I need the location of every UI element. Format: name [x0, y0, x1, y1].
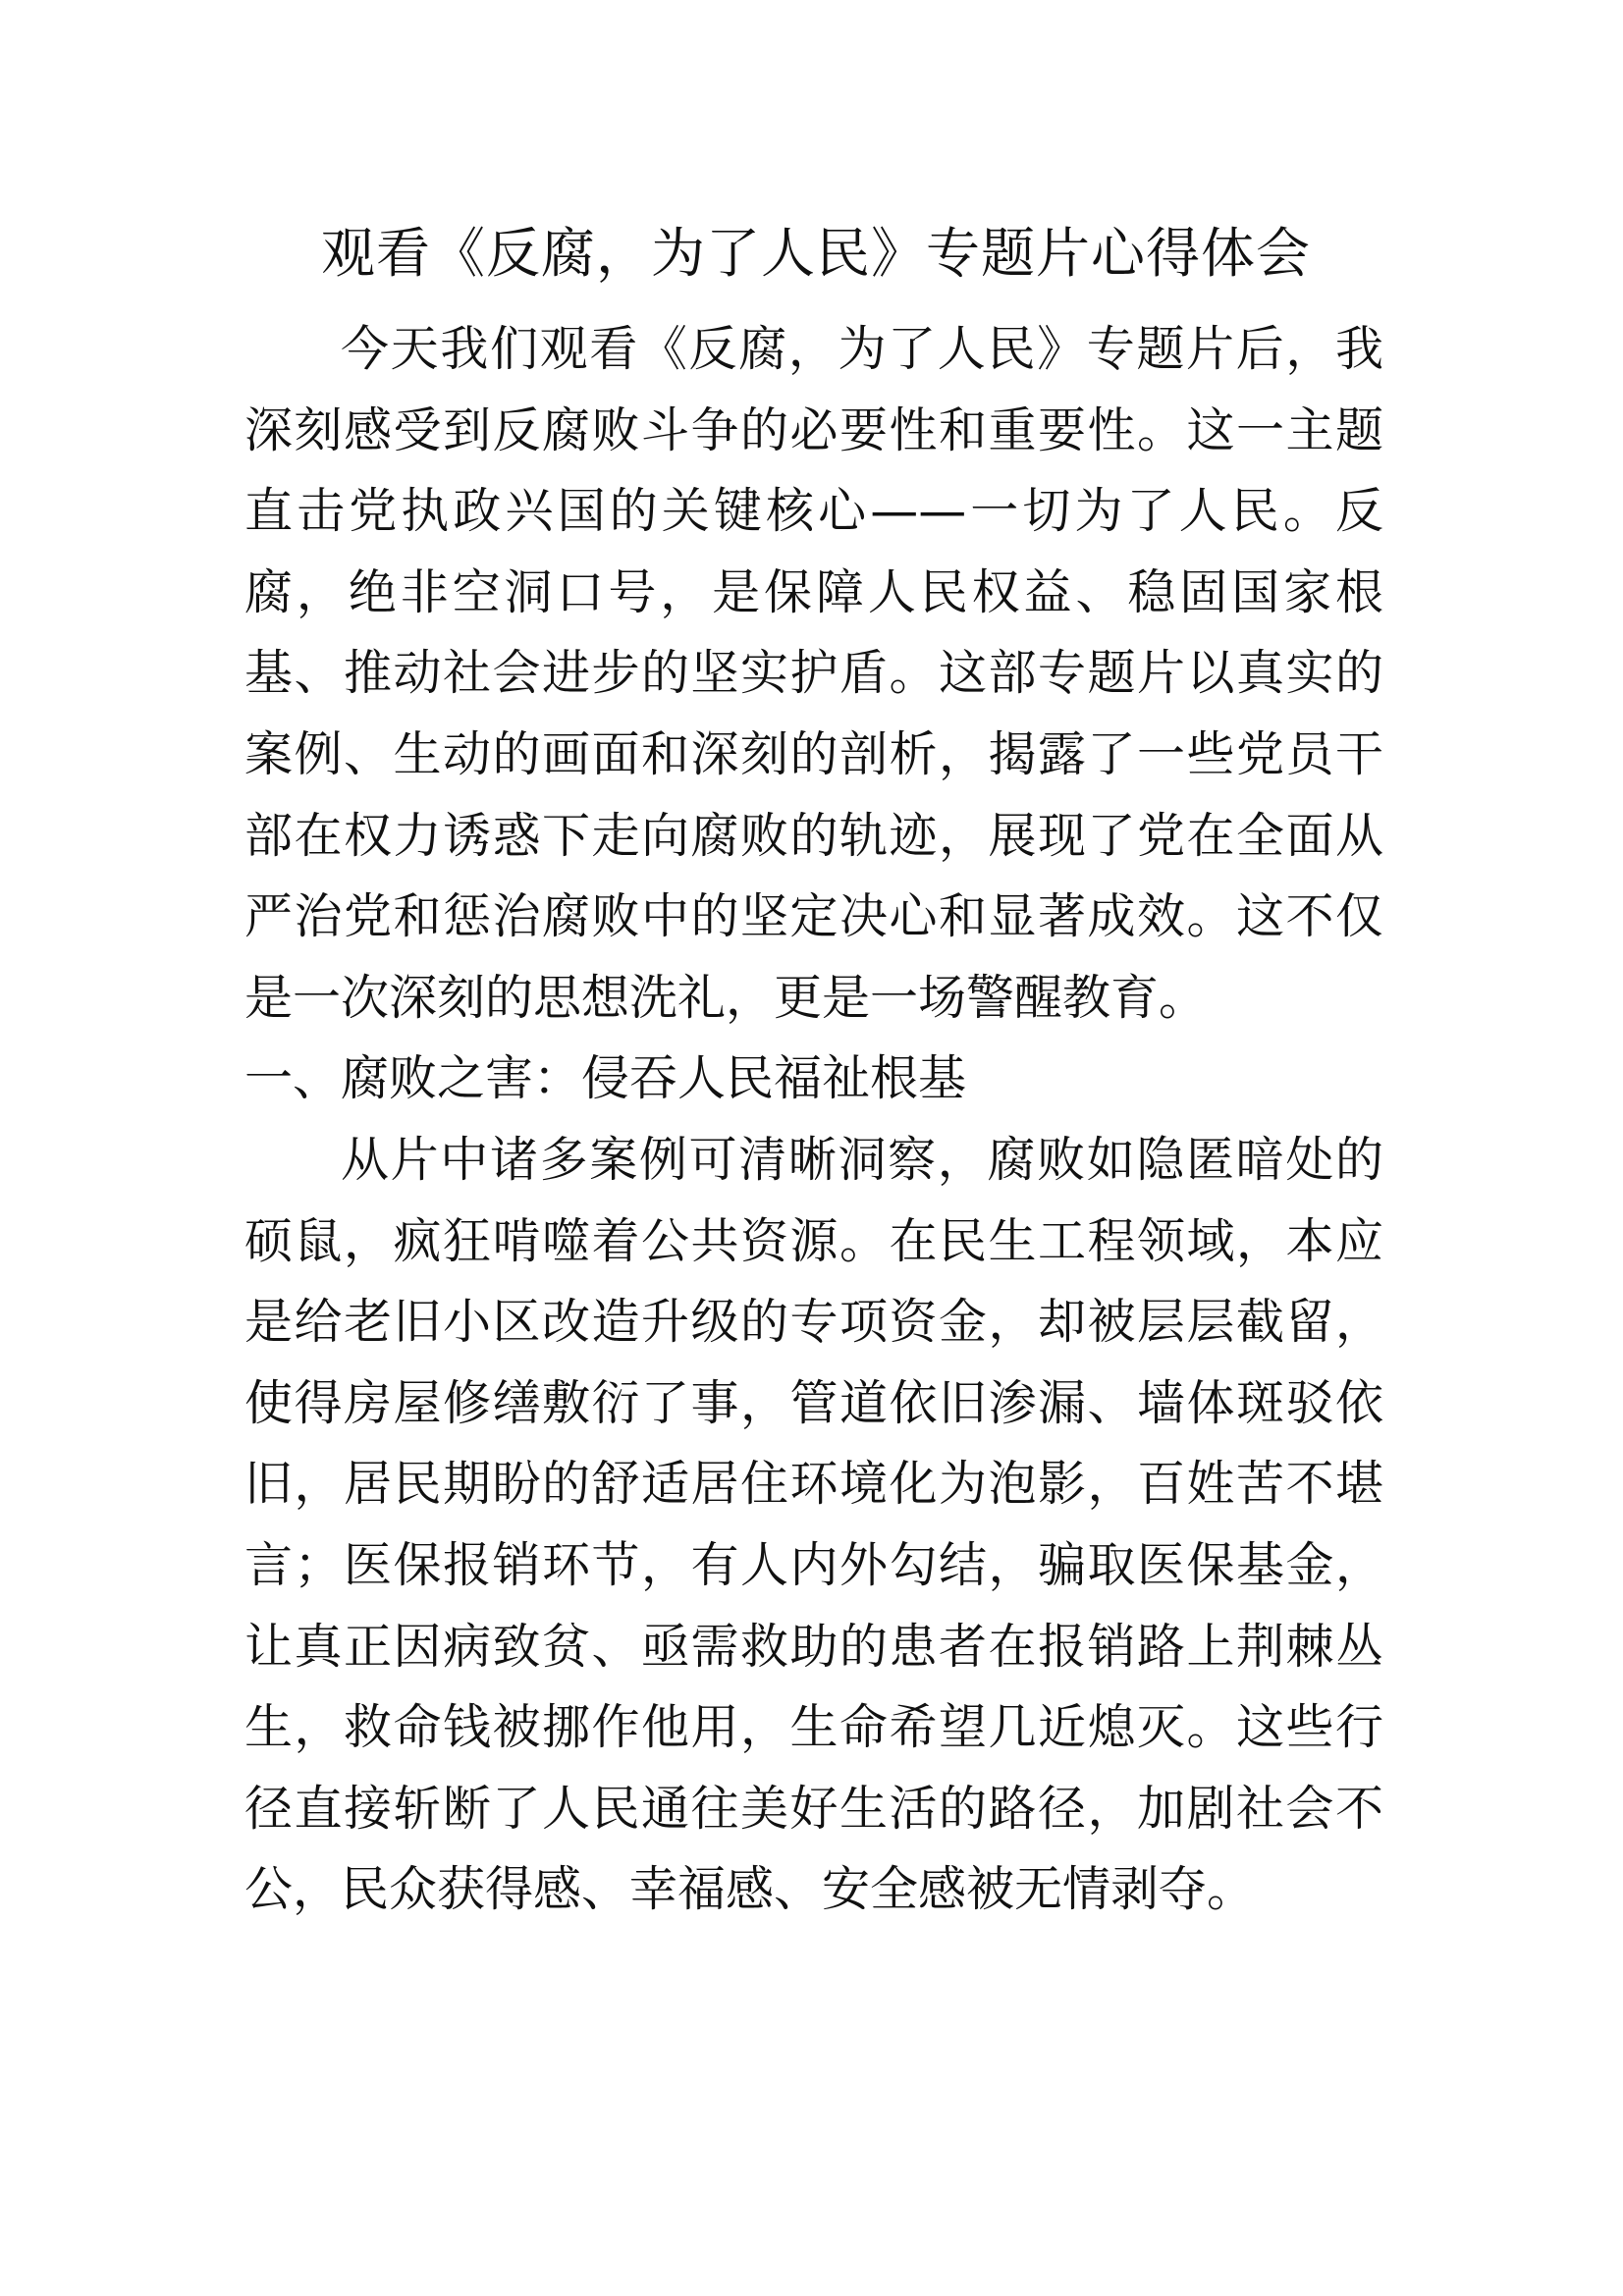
document-body: [244, 309, 1383, 1931]
document-title: 观看《反腐，为了人民》专题片心得体会: [320, 222, 1311, 285]
section-heading: 一、腐败之害：侵吞人民福祉根基: [244, 1050, 967, 1107]
document-content: [244, 221, 1383, 1931]
intro-paragraph: 今天我们观看《反腐，为了人民》专题片后，我深刻感受到反腐败斗争的必要性和重要性。这一主题直击党执政兴国的关键核心——一切为了人民。反腐，绝非空洞口号，是保障人民权益、稳固国家根基、推动社会进步的坚实护盾。这部专题片以真实的案例、生动的画面和深刻的剖析，揭露了一些党员干部在权力诱惑下走向腐败的轨迹，展现了党在全面从严治党和惩治腐败中的坚定决心和显著成效。这不仅是一次深刻的思想洗礼，更是一场警醒教育。: [244, 321, 1383, 1026]
section-paragraph: 从片中诸多案例可清晰洞察，腐败如隐匿暗处的硕鼠，疯狂啃噬着公共资源。在民生工程领域，本应是给老旧小区改造升级的专项资金，却被层层截留，使得房屋修缮敷衍了事，管道依旧渗漏、墙体斑驳依旧，居民期盼的舒适居住环境化为泡影，百姓苦不堪言；医保报销环节，有人内外勾结，骗取医保基金，让真正因病致贫、亟需救助的患者在报销路上荆棘丛生，救命钱被挪作他用，生命希望几近熄灭。这些行径直接斩断了人民通往美好生活的路径，加剧社会不公，民众获得感、幸福感、安全感被无情剥夺。: [244, 1131, 1383, 1918]
